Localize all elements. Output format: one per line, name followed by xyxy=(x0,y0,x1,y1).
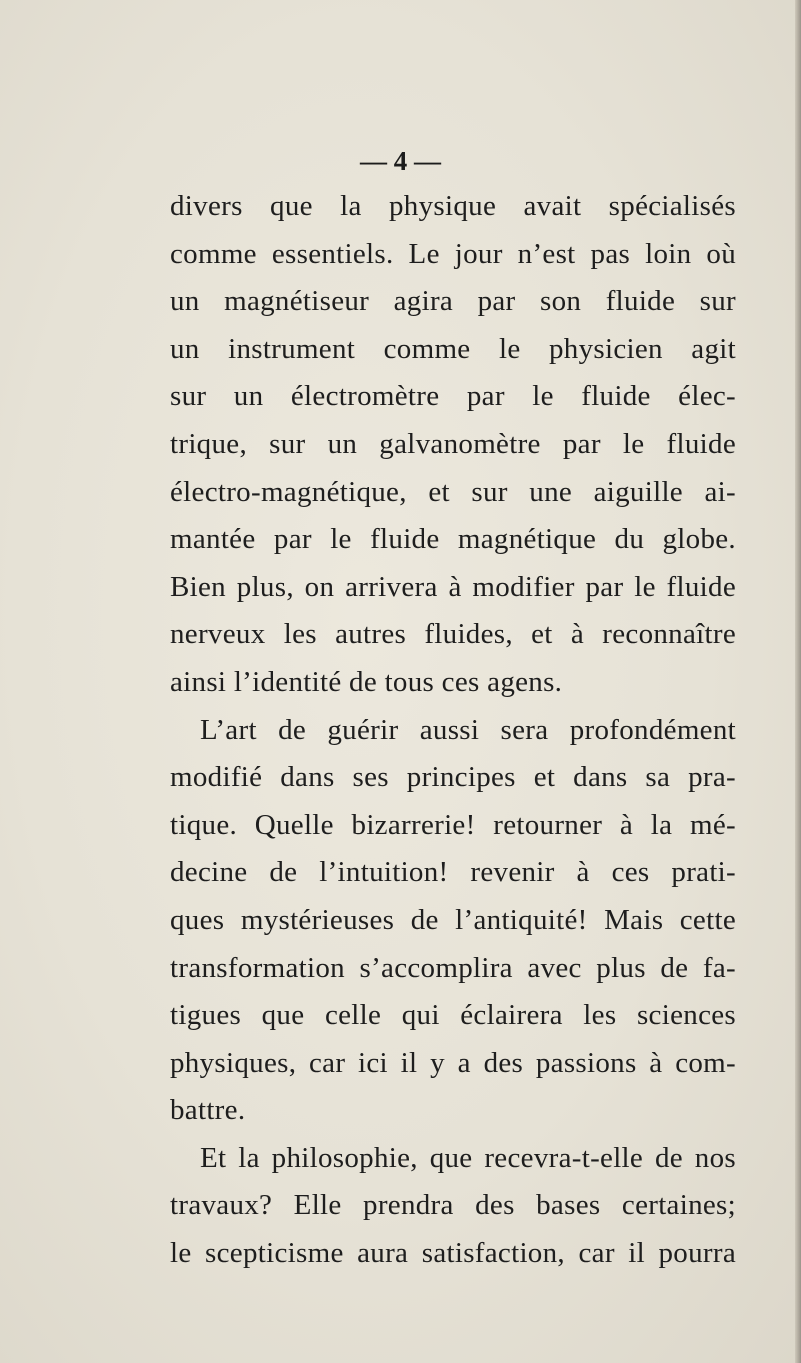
body-text xyxy=(170,183,736,1278)
text-line: travaux? Elle prendra des bases certaines; xyxy=(170,1189,736,1222)
text-line: comme essentiels. Le jour n’est pas loin où xyxy=(170,237,736,270)
text-line: modifié dans ses principes et dans sa pra- xyxy=(170,761,736,794)
text-line: decine de l’intuition! revenir à ces prati- xyxy=(170,856,736,889)
text-line: battre. xyxy=(170,1094,246,1127)
text-line: sur un électromètre par le fluide élec- xyxy=(170,380,736,413)
page-edge xyxy=(795,0,801,1363)
text-line: ques mystérieuses de l’antiquité! Mais cette xyxy=(170,903,736,936)
text-line: ainsi l’identité de tous ces agens. xyxy=(170,665,563,698)
text-line: tique. Quelle bizarrerie! retourner à la mé- xyxy=(170,808,736,841)
text-line: trique, sur un galvanomètre par le fluide xyxy=(170,427,736,460)
text-line: L’art de guérir aussi sera profondément xyxy=(200,713,736,746)
text-line: un magnétiseur agira par son fluide sur xyxy=(170,285,736,318)
text-line: Bien plus, on arrivera à modifier par le fluide xyxy=(170,570,736,603)
page-number: — 4 — xyxy=(360,146,441,176)
text-line: le scepticisme aura satisfaction, car il pourra xyxy=(170,1237,736,1270)
text-line: transformation s’accomplira avec plus de fa- xyxy=(170,951,736,984)
text-line: nerveux les autres fluides, et à reconnaître xyxy=(170,618,736,651)
text-line: physiques, car ici il y a des passions à com- xyxy=(170,1046,736,1079)
text-line: divers que la physique avait spécialisés xyxy=(170,190,736,222)
text-line: tigues que celle qui éclairera les sciences xyxy=(170,999,736,1032)
text-line: mantée par le fluide magnétique du globe. xyxy=(170,523,736,556)
text-line: électro-magnétique, et sur une aiguille ai- xyxy=(170,475,736,508)
text-line: Et la philosophie, que recevra-t-elle de nos xyxy=(200,1141,736,1174)
text-line: un instrument comme le physicien agit xyxy=(170,332,736,365)
